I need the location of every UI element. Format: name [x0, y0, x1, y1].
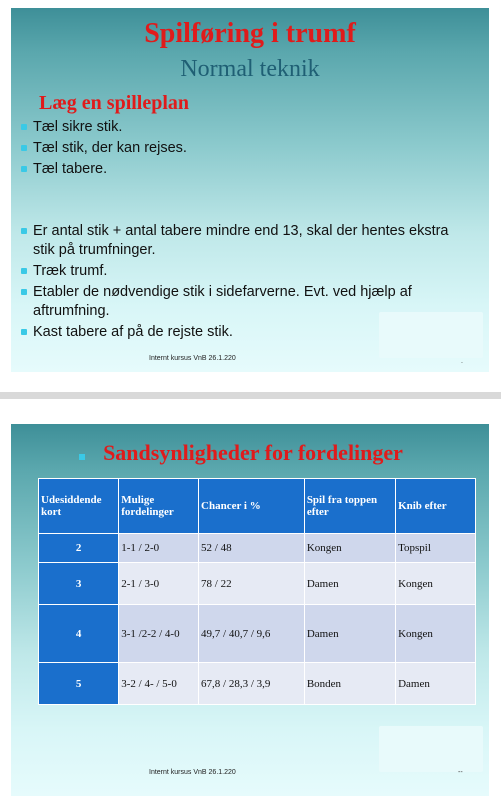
list-item: Tæl tabere.	[21, 160, 471, 179]
table-header-cell: Knib efter	[396, 479, 476, 534]
table-cell: 78 / 22	[199, 563, 305, 605]
table-cell: 1-1 / 2-0	[119, 534, 199, 563]
table-cell: 3	[39, 563, 119, 605]
table-header-cell: Spil fra toppen efter	[304, 479, 395, 534]
slide-separator	[0, 392, 501, 399]
table-cell: 2	[39, 534, 119, 563]
slide-1-title: Spilføring i trumf	[144, 18, 356, 49]
slide-1-page-mark: .	[461, 358, 463, 365]
slide-1	[11, 8, 489, 372]
table-cell: Topspil	[396, 534, 476, 563]
table-cell: 3-2 / 4- / 5-0	[119, 663, 199, 705]
bullet-list-top	[21, 118, 471, 181]
table-cell: Damen	[304, 563, 395, 605]
list-item: Etabler de nødvendige stik i sidefarverne. Evt. ved hjælp af aftrumfning.	[21, 283, 471, 321]
slide-2-page-mark: --	[458, 769, 463, 776]
table-cell: Kongen	[396, 605, 476, 663]
table-row	[39, 663, 476, 705]
table-header-row	[39, 479, 476, 534]
table-cell: 2-1 / 3-0	[119, 563, 199, 605]
list-item: Tæl sikre stik.	[21, 118, 471, 137]
probability-table	[38, 478, 476, 705]
table-row	[39, 534, 476, 563]
slide-1-heading: Læg en spilleplan	[39, 92, 190, 114]
slide-2-title: Sandsynligheder for fordelinger	[103, 440, 403, 465]
table-cell: 52 / 48	[199, 534, 305, 563]
table-cell: 3-1 /2-2 / 4-0	[119, 605, 199, 663]
slide-1-footer: Internt kursus VnB 26.1.220	[149, 355, 236, 362]
table-cell: Bonden	[304, 663, 395, 705]
corner-panel	[379, 312, 483, 358]
table-header-cell: Mulige fordelinger	[119, 479, 199, 534]
table-cell: 4	[39, 605, 119, 663]
table-row	[39, 563, 476, 605]
table-cell: Damen	[304, 605, 395, 663]
table-header-cell: Udesiddende kort	[39, 479, 119, 534]
slide-1-subtitle: Normal teknik	[180, 56, 320, 82]
list-item: Kast tabere af på de rejste stik.	[21, 323, 471, 342]
corner-panel	[379, 726, 483, 772]
table-cell: Kongen	[304, 534, 395, 563]
table-cell: 49,7 / 40,7 / 9,6	[199, 605, 305, 663]
table-header-cell: Chancer i %	[199, 479, 305, 534]
list-item: Tæl stik, der kan rejses.	[21, 139, 471, 158]
list-item: Er antal stik + antal tabere mindre end 13, skal der hentes ekstra stik på trumfninger.	[21, 222, 471, 260]
table-cell: Damen	[396, 663, 476, 705]
table-cell: 5	[39, 663, 119, 705]
list-item: Træk trumf.	[21, 262, 471, 281]
slide-2-footer: Internt kursus VnB 26.1.220	[149, 769, 236, 776]
table-cell: Kongen	[396, 563, 476, 605]
table-row	[39, 605, 476, 663]
slide-2	[11, 424, 489, 796]
table-cell: 67,8 / 28,3 / 3,9	[199, 663, 305, 705]
